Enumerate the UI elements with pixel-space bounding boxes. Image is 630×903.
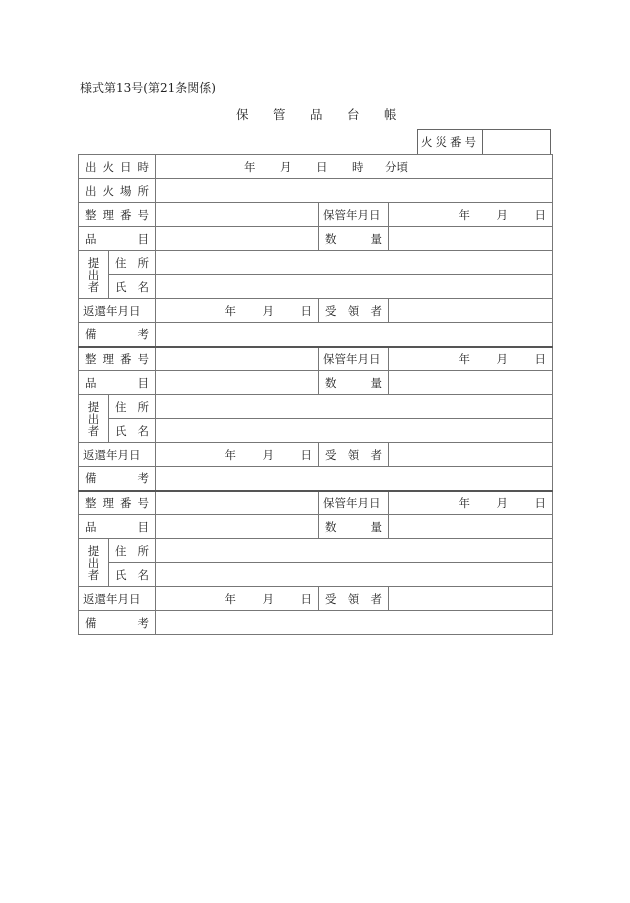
serial-number-label: 整 理 番 号 — [79, 203, 156, 227]
serial-number-row — [79, 203, 553, 227]
remarks-label: 備 考 — [79, 467, 156, 491]
return-date-field[interactable]: 年 月 日 — [156, 443, 319, 467]
name-label: 氏 名 — [109, 563, 156, 587]
title-char: 保 — [236, 107, 249, 122]
address-label: 住 所 — [109, 539, 156, 563]
item-field[interactable] — [156, 227, 319, 251]
fire-number-field[interactable] — [483, 130, 550, 154]
recipient-field[interactable] — [389, 299, 553, 323]
serial-number-field[interactable] — [156, 491, 319, 515]
storage-ledger-table — [78, 154, 553, 635]
return-date-label: 返還年月日 — [79, 443, 156, 467]
remarks-field[interactable] — [156, 467, 553, 491]
return-date-field[interactable]: 年 月 日 — [156, 299, 319, 323]
quantity-label: 数 量 — [319, 227, 389, 251]
return-date-row — [79, 299, 553, 323]
return-date-label: 返還年月日 — [79, 587, 156, 611]
fire-number-box — [417, 129, 551, 154]
serial-number-label: 整 理 番 号 — [79, 347, 156, 371]
item-label: 品 目 — [79, 371, 156, 395]
page-title — [236, 105, 421, 123]
remarks-row — [79, 611, 553, 635]
address-row — [79, 251, 553, 275]
quantity-field[interactable] — [389, 227, 553, 251]
serial-number-field[interactable] — [156, 203, 319, 227]
return-date-row — [79, 443, 553, 467]
storage-date-field[interactable]: 年 月 日 — [389, 491, 553, 515]
fire-number-label: 火災番号 — [418, 130, 483, 154]
remarks-label: 備 考 — [79, 611, 156, 635]
serial-number-row — [79, 491, 553, 515]
name-field[interactable] — [156, 419, 553, 443]
storage-date-label: 保管年月日 — [319, 203, 389, 227]
outbreak-place-label: 出 火 場 所 — [79, 179, 156, 203]
submitter-label: 提出者 — [79, 395, 109, 443]
serial-number-field[interactable] — [156, 347, 319, 371]
recipient-field[interactable] — [389, 443, 553, 467]
recipient-label: 受 領 者 — [319, 299, 389, 323]
address-field[interactable] — [156, 395, 553, 419]
name-label: 氏 名 — [109, 275, 156, 299]
recipient-field[interactable] — [389, 587, 553, 611]
quantity-label: 数 量 — [319, 371, 389, 395]
submitter-label: 提出者 — [79, 539, 109, 587]
name-row — [79, 419, 553, 443]
return-date-field[interactable]: 年 月 日 — [156, 587, 319, 611]
item-label: 品 目 — [79, 515, 156, 539]
name-label: 氏 名 — [109, 419, 156, 443]
recipient-label: 受 領 者 — [319, 587, 389, 611]
recipient-label: 受 領 者 — [319, 443, 389, 467]
remarks-row — [79, 323, 553, 347]
serial-number-label: 整 理 番 号 — [79, 491, 156, 515]
remarks-field[interactable] — [156, 323, 553, 347]
outbreak-place-field[interactable] — [156, 179, 553, 203]
title-char: 帳 — [384, 107, 397, 122]
quantity-label: 数 量 — [319, 515, 389, 539]
title-char: 台 — [347, 107, 360, 122]
title-char: 管 — [273, 107, 286, 122]
quantity-field[interactable] — [389, 515, 553, 539]
item-label: 品 目 — [79, 227, 156, 251]
submitter-label: 提出者 — [79, 251, 109, 299]
return-date-label: 返還年月日 — [79, 299, 156, 323]
serial-number-row — [79, 347, 553, 371]
name-field[interactable] — [156, 275, 553, 299]
storage-date-field[interactable]: 年 月 日 — [389, 347, 553, 371]
address-label: 住 所 — [109, 395, 156, 419]
address-field[interactable] — [156, 251, 553, 275]
storage-date-label: 保管年月日 — [319, 347, 389, 371]
item-field[interactable] — [156, 515, 319, 539]
outbreak-datetime-row — [79, 155, 553, 179]
form-caption: 様式第13号(第21条関係) — [80, 81, 216, 95]
item-row — [79, 227, 553, 251]
item-field[interactable] — [156, 371, 319, 395]
name-row — [79, 275, 553, 299]
title-char: 品 — [310, 107, 323, 122]
outbreak-datetime-field[interactable]: 年 月 日 時 分頃 — [156, 155, 553, 179]
quantity-field[interactable] — [389, 371, 553, 395]
return-date-row — [79, 587, 553, 611]
item-row — [79, 371, 553, 395]
item-row — [79, 515, 553, 539]
outbreak-place-row — [79, 179, 553, 203]
name-field[interactable] — [156, 563, 553, 587]
remarks-row — [79, 467, 553, 491]
remarks-label: 備 考 — [79, 323, 156, 347]
name-row — [79, 563, 553, 587]
address-row — [79, 539, 553, 563]
address-field[interactable] — [156, 539, 553, 563]
address-row — [79, 395, 553, 419]
address-label: 住 所 — [109, 251, 156, 275]
storage-date-label: 保管年月日 — [319, 491, 389, 515]
remarks-field[interactable] — [156, 611, 553, 635]
storage-date-field[interactable]: 年 月 日 — [389, 203, 553, 227]
outbreak-datetime-label: 出 火 日 時 — [79, 155, 156, 179]
